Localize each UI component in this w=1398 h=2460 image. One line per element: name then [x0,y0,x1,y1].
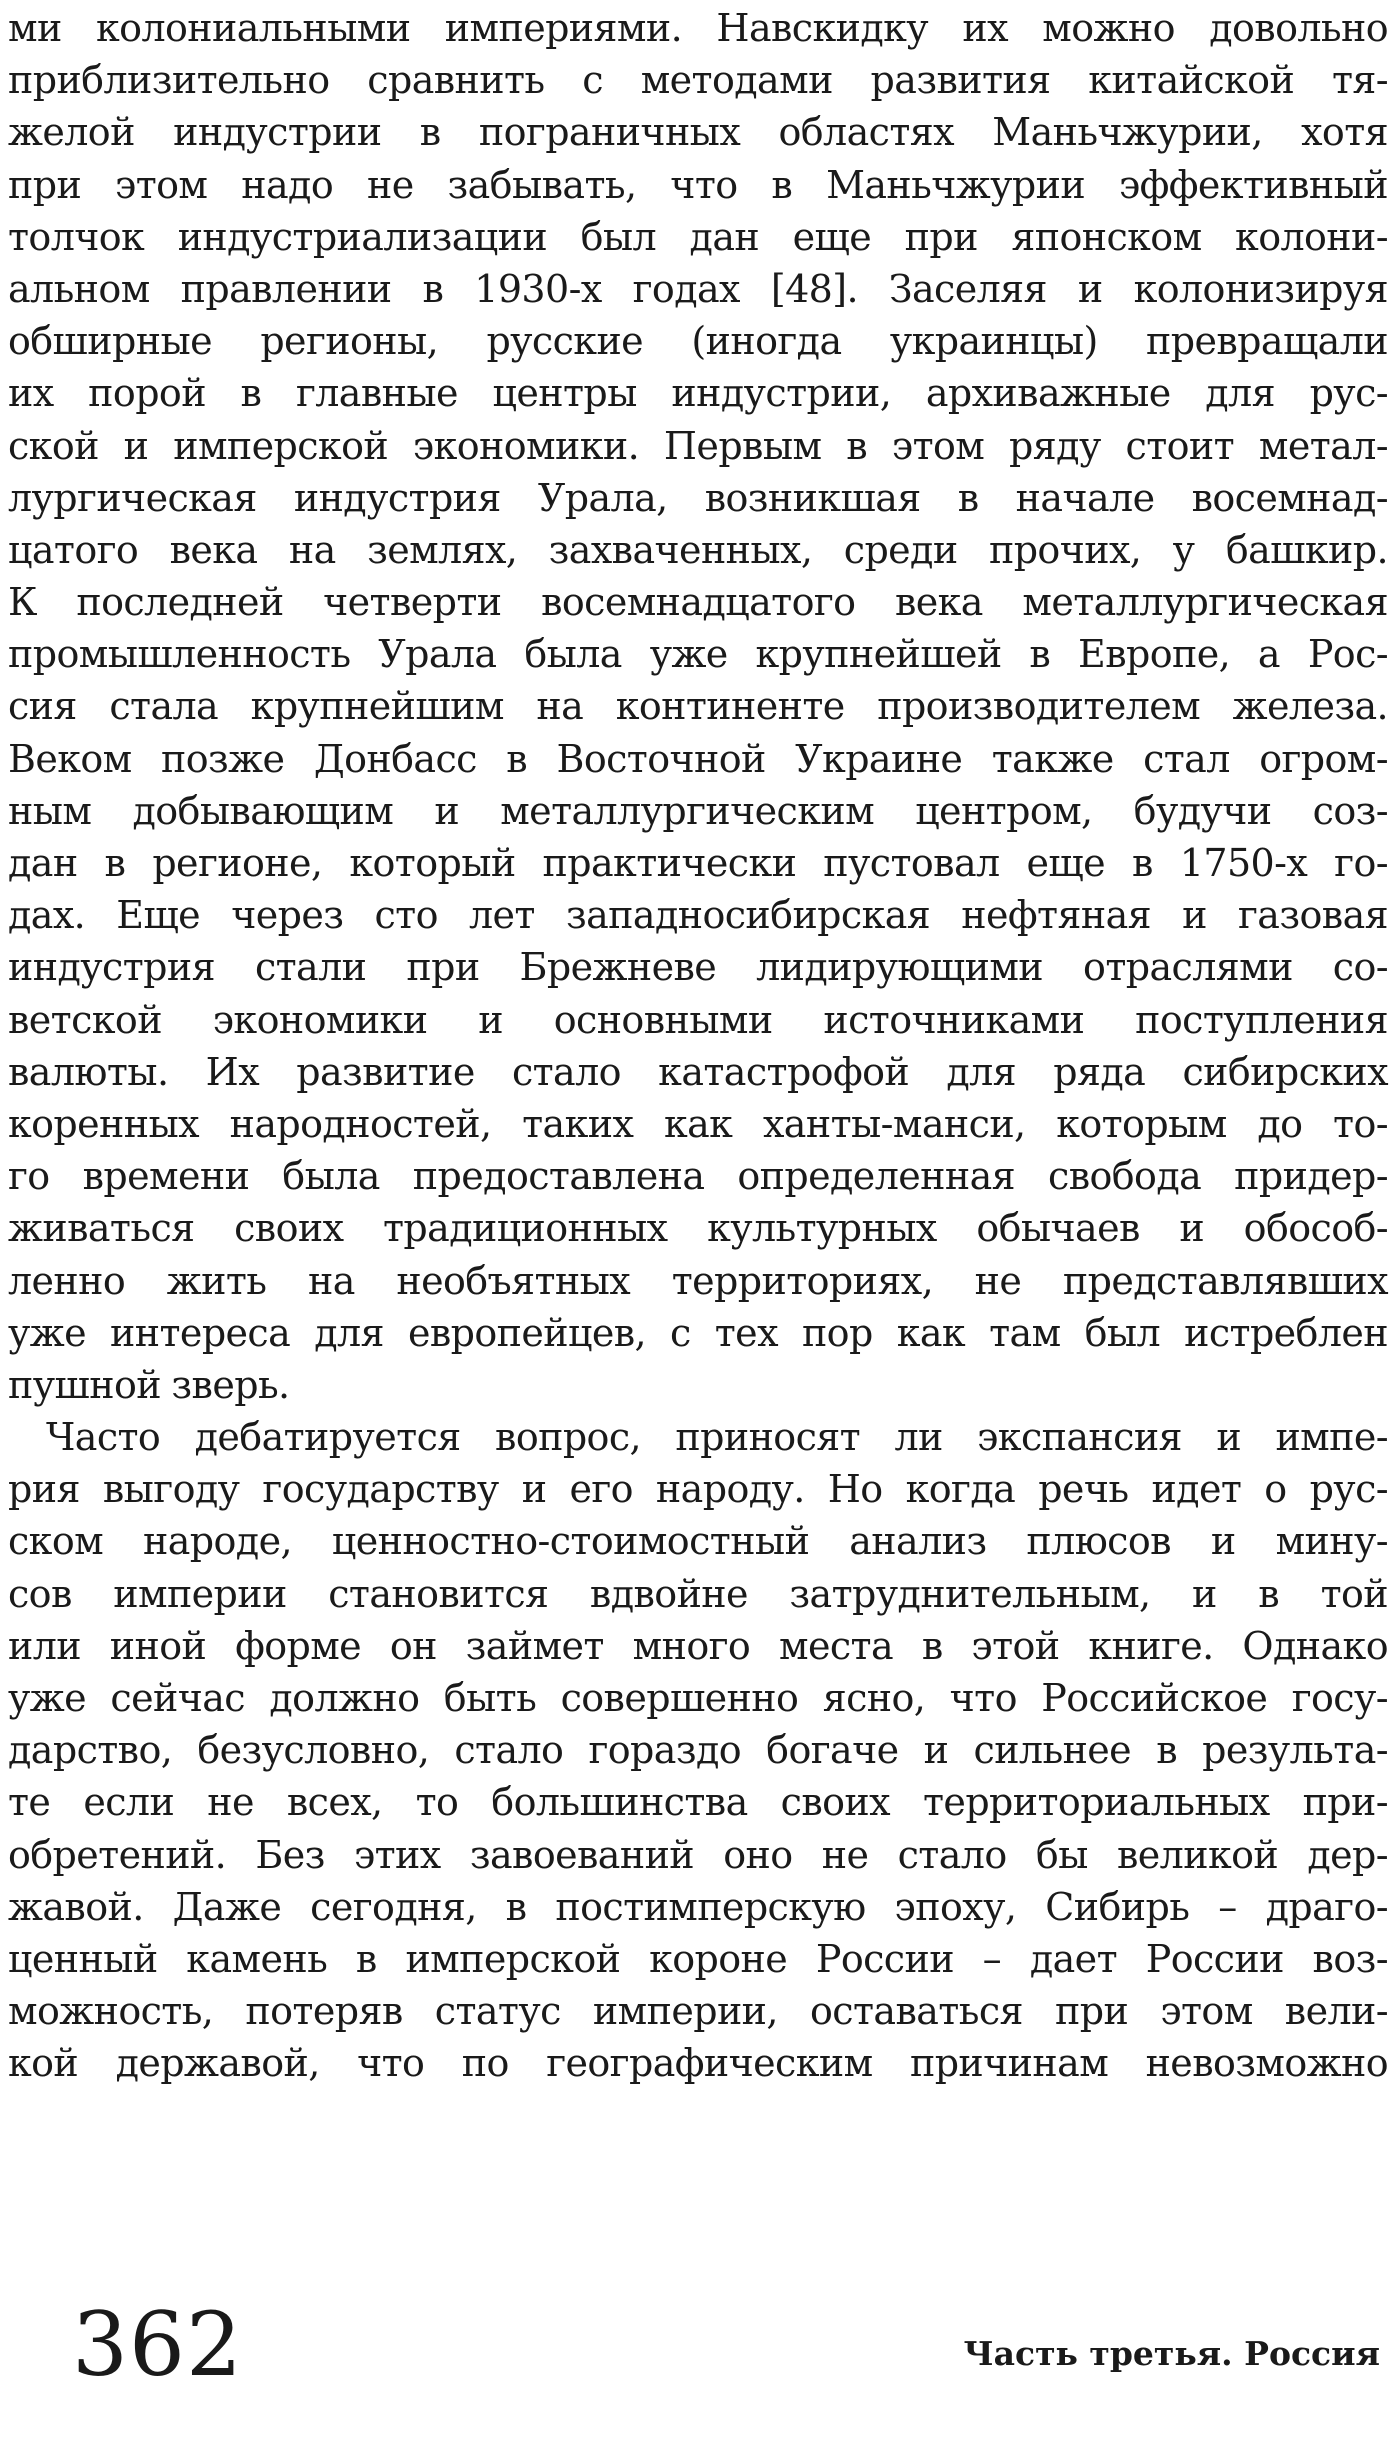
text-line: уже интереса для европейцев, с тех пор как там был истреблен [8,1310,1388,1355]
text-line: рия выгоду государству и его народу. Но когда речь идет о рус- [8,1467,1388,1512]
text-line: ценный камень в имперской короне России – дает России воз- [8,1936,1388,1981]
text-line: сов империи становится вдвойне затруднительным, и в той [8,1571,1388,1616]
book-page [8,0,1388,2460]
body-text [8,2,1388,2090]
text-line: альном правлении в 1930-х годах [48]. Заселяя и колонизируя [8,266,1388,311]
page-footer [8,2290,1388,2400]
text-line: дарство, безусловно, стало гораздо богаче и сильнее в результа- [8,1728,1388,1773]
text-line: обретений. Без этих завоеваний оно не стало бы великой дер- [8,1832,1388,1877]
text-line: их порой в главные центры индустрии, архиважные для рус- [8,371,1388,416]
running-head: Часть третья. Россия [963,2334,1380,2373]
text-line: обширные регионы, русские (иногда украинцы) превращали [8,319,1388,364]
text-line: цатого века на землях, захваченных, среди прочих, у башкир. [8,527,1388,572]
text-line: или иной форме он займет много места в этой книге. Однако [8,1623,1388,1668]
text-line: кой державой, что по географическим причинам невозможно [8,2041,1388,2086]
text-line: уже сейчас должно быть совершенно ясно, что Российское госу- [8,1676,1388,1720]
text-line: го времени была предоставлена определенная свобода придер- [8,1154,1388,1199]
text-line: желой индустрии в пограничных областях Маньчжурии, хотя [8,110,1388,155]
text-line: ми колониальными империями. Навскидку их можно довольно [8,6,1388,50]
text-line: К последней четверти восемнадцатого века металлургическая [8,580,1388,625]
paragraph-first-line: Часто дебатируется вопрос, приносят ли экспансия и импе- [46,1415,1388,1460]
text-line: индустрия стали при Брежневе лидирующими отраслями со- [8,945,1388,990]
text-line: сия стала крупнейшим на континенте производителем железа. [8,684,1388,729]
text-line: жавой. Даже сегодня, в постимперскую эпоху, Сибирь – драго- [8,1884,1388,1929]
text-line: ным добывающим и металлургическим центром, будучи соз- [8,788,1388,833]
text-line: можность, потеряв статус империи, оставаться при этом вели- [8,1989,1388,2034]
text-line: коренных народностей, таких как ханты-манси, которым до то- [8,1101,1388,1146]
text-line: дан в регионе, который практически пустовал еще в 1750-х го- [8,841,1388,885]
text-line: при этом надо не забывать, что в Маньчжурии эффективный [8,162,1388,207]
paragraph-end-line: пушной зверь. [8,1362,290,1407]
text-line: толчок индустриализации был дан еще при японском колони- [8,214,1388,259]
text-line: живаться своих традиционных культурных обычаев и обособ- [8,1206,1388,1251]
text-line: лургическая индустрия Урала, возникшая в начале восемнад- [8,475,1388,520]
text-line: те если не всех, то большинства своих территориальных при- [8,1780,1388,1825]
text-line: ветской экономики и основными источниками поступления [8,997,1388,1042]
text-line: приблизительно сравнить с методами развития китайской тя- [8,58,1388,103]
text-line: дах. Еще через сто лет западносибирская нефтяная и газовая [8,893,1388,938]
text-line: промышленность Урала была уже крупнейшей в Европе, а Рос- [8,632,1388,677]
page-number: 362 [72,2293,243,2396]
text-line: ленно жить на необъятных территориях, не представлявших [8,1258,1388,1303]
text-line: Веком позже Донбасс в Восточной Украине также стал огром- [8,736,1388,781]
text-line: валюты. Их развитие стало катастрофой для ряда сибирских [8,1049,1388,1094]
text-line: ском народе, ценностно-стоимостный анализ плюсов и мину- [8,1519,1388,1564]
text-line: ской и имперской экономики. Первым в этом ряду стоит метал- [8,423,1388,468]
